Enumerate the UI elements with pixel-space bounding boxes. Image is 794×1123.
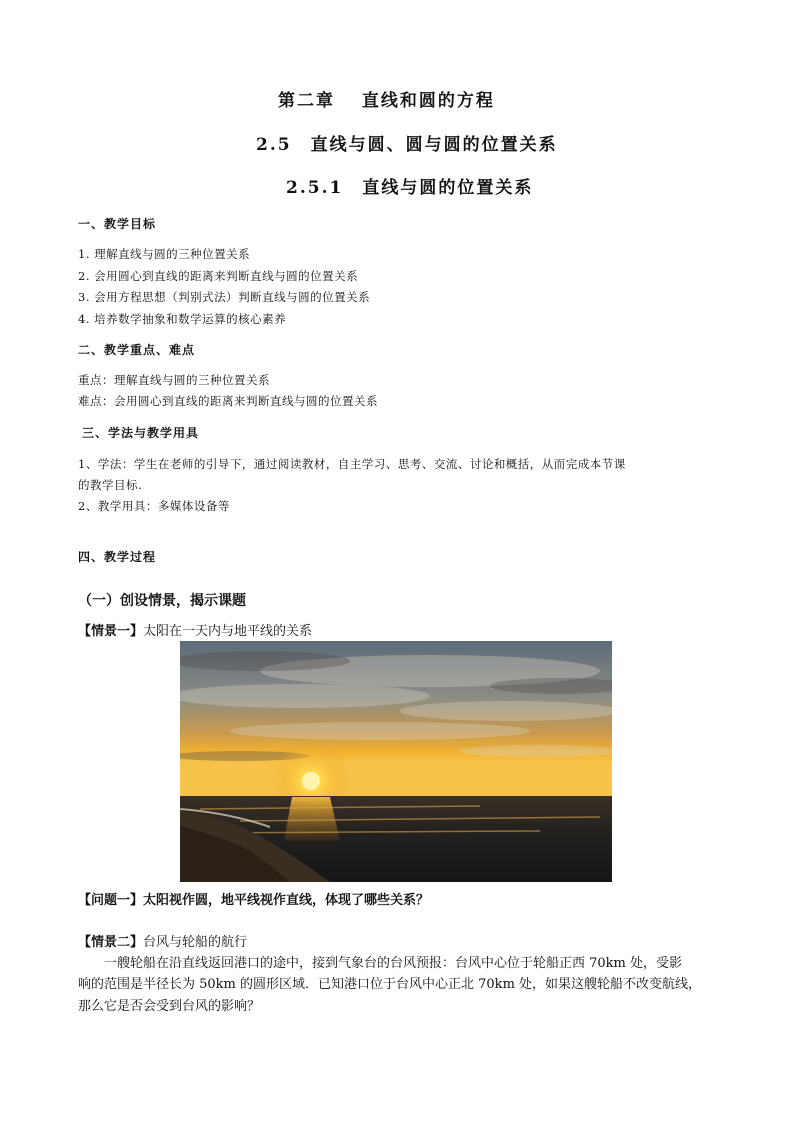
difficult-point: 难点：会用圆心到直线的距离来判断直线与圆的位置关系	[78, 394, 378, 408]
scene-1-text: 太阳在一天内与地平线的关系	[143, 624, 313, 639]
study-method-line: 1、学法：学生在老师的引导下，通过阅读教材，自主学习、思考、交流、讨论和概括，从而完成本节课	[78, 457, 626, 471]
scene-2-tag: 【情景二】	[78, 935, 144, 950]
teaching-tools: 2、教学用具：多媒体设备等	[78, 499, 230, 513]
section-1-heading: 一、教学目标	[78, 217, 157, 231]
objective-item: 4. 培养数学抽象和数学运算的核心素养	[78, 312, 287, 326]
sunset-photo	[180, 641, 612, 882]
section-2-heading: 二、教学重点、难点	[78, 343, 196, 357]
paragraph-line: 那么它是否会受到台风的影响？	[78, 999, 261, 1014]
scene-1-tag: 【情景一】	[78, 624, 144, 639]
study-method-line: 的教学目标.	[78, 478, 143, 492]
subsection-title: 2.5.1 直线与圆的位置关系	[286, 178, 534, 198]
paragraph-line: 一艘轮船在沿直线返回港口的途中，接到气象台的台风预报：台风中心位于轮船正西 70km 处，受影	[104, 956, 683, 971]
objective-item: 3. 会用方程思想（判别式法）判断直线与圆的位置关系	[78, 290, 371, 304]
key-point: 重点：理解直线与圆的三种位置关系	[78, 373, 270, 387]
paragraph-line: 响的范围是半径长为 50km 的圆形区域．已知港口位于台风中心正北 70km 处，如果这艘轮船不改变航线，	[78, 977, 702, 992]
section-title: 2.5 直线与圆、圆与圆的位置关系	[256, 135, 558, 155]
scene-2-line	[78, 931, 247, 950]
scene-1-line	[78, 620, 312, 639]
scene-2-text: 台风与轮船的航行	[143, 935, 248, 950]
objective-item: 1. 理解直线与圆的三种位置关系	[78, 247, 251, 261]
section-3-heading: 三、学法与教学用具	[82, 426, 200, 440]
objective-item: 2. 会用圆心到直线的距离来判断直线与圆的位置关系	[78, 269, 359, 283]
chapter-title: 第二章 直线和圆的方程	[278, 91, 495, 111]
subsection-heading: （一）创设情景，揭示课题	[78, 593, 246, 609]
question-1: 【问题一】太阳视作圆，地平线视作直线，体现了哪些关系？	[78, 893, 430, 908]
section-4-heading: 四、教学过程	[78, 550, 157, 564]
